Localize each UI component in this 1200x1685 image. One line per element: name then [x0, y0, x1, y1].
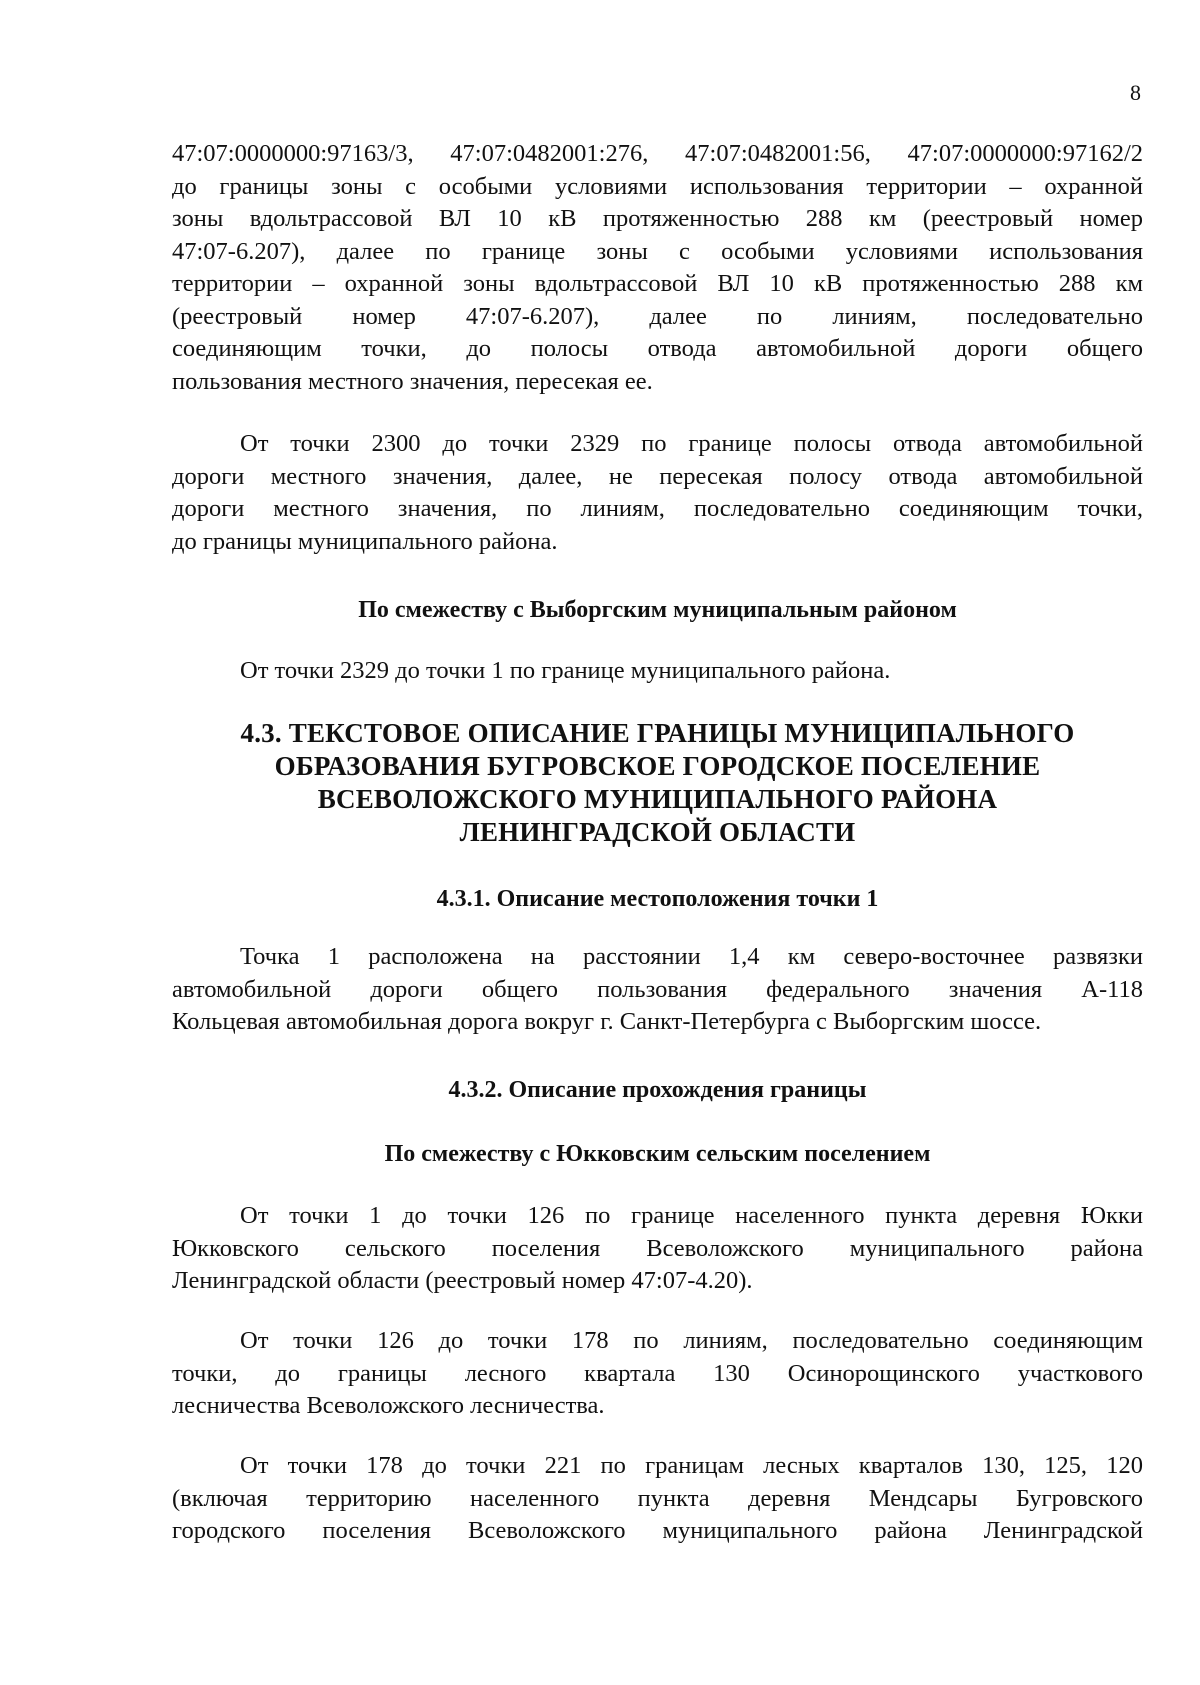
paragraph-points-1-126	[172, 1200, 1143, 1298]
paragraph-point-1-location	[172, 941, 1143, 1039]
heading-4-3-1: 4.3.1. Описание местоположения точки 1	[436, 886, 879, 912]
text-line: От точки 1 до точки 126 по границе населенного пункта деревня Юкки	[240, 1202, 1143, 1229]
section-heading-4-3	[172, 717, 1143, 849]
text-line: (реестровый номер 47:07-6.207), далее по линиям, последовательно	[172, 302, 1143, 330]
text-line: дороги местного значения, далее, не пересекая полосу отвода автомобильной	[172, 462, 1143, 490]
text-line: дороги местного значения, по линиям, последовательно соединяющим точки,	[172, 495, 1143, 522]
text-line: 47:07:0000000:97163/3, 47:07:0482001:276, 47:07:0482001:56, 47:07:0000000:97162/2	[172, 140, 1143, 167]
text-line: зоны вдольтрассовой ВЛ 10 кВ протяженностью 288 км (реестровый номер	[172, 205, 1143, 232]
paragraph-points-178-221	[172, 1450, 1143, 1548]
text-line: От точки 126 до точки 178 по линиям, последовательно соединяющим	[240, 1327, 1143, 1354]
page-number: 8	[1130, 80, 1141, 105]
paragraph-points-2329-1	[172, 655, 1143, 688]
text-line: Юкковского сельского поселения Всеволожского муниципального района	[172, 1234, 1143, 1262]
text-line: 47:07-6.207), далее по границе зоны с особыми условиями использования	[172, 237, 1143, 265]
text-line: до границы муниципального района.	[172, 527, 558, 555]
heading-yukki-adjacency: По смежеству с Юкковским сельским поселением	[384, 1141, 931, 1167]
heading-vyborg-adjacency: По смежеству с Выборгским муниципальным районом	[358, 597, 957, 623]
paragraph-boundary-zone	[172, 138, 1143, 398]
text-line: От точки 2300 до точки 2329 по границе полосы отвода автомобильной	[240, 430, 1143, 457]
section-heading-line: ВСЕВОЛОЖСКОГО МУНИЦИПАЛЬНОГО РАЙОНА	[317, 784, 998, 814]
text-line: (включая территорию населенного пункта деревня Мендсары Бугровского	[172, 1484, 1143, 1512]
text-line: лесничества Всеволожского лесничества.	[172, 1392, 605, 1419]
text-line: городского поселения Всеволожского муниципального района Ленинградской	[172, 1517, 1143, 1544]
text-line: Ленинградской области (реестровый номер 47:07-4.20).	[172, 1267, 753, 1294]
paragraph-points-126-178	[172, 1325, 1143, 1423]
section-heading-line: ЛЕНИНГРАДСКОЙ ОБЛАСТИ	[459, 817, 856, 847]
section-heading-line: 4.3. ТЕКСТОВОЕ ОПИСАНИЕ ГРАНИЦЫ МУНИЦИПАЛЬНОГО	[240, 718, 1075, 748]
section-heading-line: ОБРАЗОВАНИЯ БУГРОВСКОЕ ГОРОДСКОЕ ПОСЕЛЕНИЕ	[274, 751, 1041, 781]
paragraph-points-2300-2329	[172, 428, 1143, 558]
text-line: до границы зоны с особыми условиями использования территории – охранной	[172, 172, 1143, 200]
text-line: пользования местного значения, пересекая ее.	[172, 367, 653, 395]
text-line: Кольцевая автомобильная дорога вокруг г. Санкт-Петербурга с Выборгским шоссе.	[172, 1008, 1042, 1035]
heading-4-3-2: 4.3.2. Описание прохождения границы	[448, 1077, 867, 1103]
text-line: территории – охранной зоны вдольтрассовой ВЛ 10 кВ протяженностью 288 км	[172, 270, 1143, 297]
text-line: автомобильной дороги общего пользования федерального значения А-118	[172, 975, 1143, 1003]
text-line: От точки 178 до точки 221 по границам лесных кварталов 130, 125, 120	[240, 1452, 1143, 1479]
text-line: точки, до границы лесного квартала 130 Осинорощинского участкового	[172, 1359, 1143, 1387]
text-line: Точка 1 расположена на расстоянии 1,4 км северо-восточнее развязки	[240, 943, 1143, 970]
text-line: От точки 2329 до точки 1 по границе муниципального района.	[240, 657, 891, 684]
text-line: соединяющим точки, до полосы отвода автомобильной дороги общего	[172, 335, 1143, 362]
